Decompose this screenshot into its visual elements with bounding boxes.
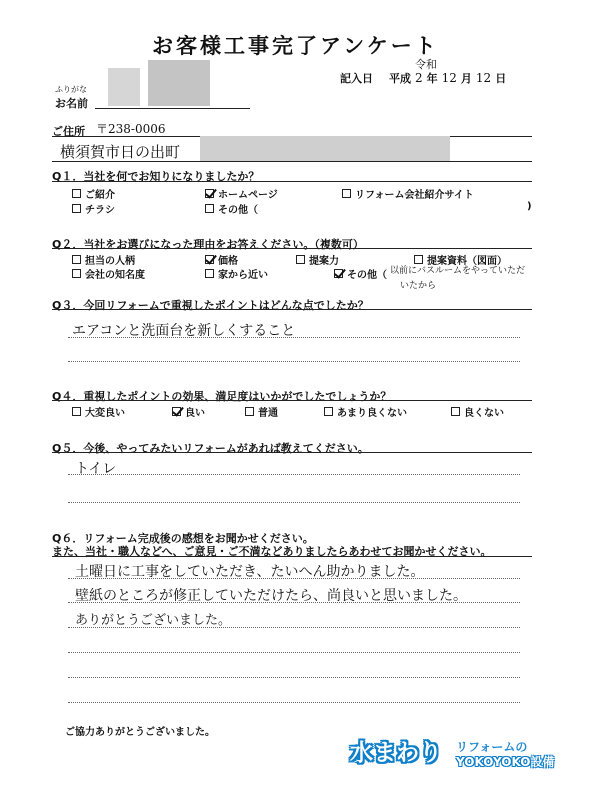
q4-heading: Q４．重視したポイントの効果、満足度はいかがでしたでしょうか？ xyxy=(52,390,392,403)
month-value: 12 xyxy=(441,71,457,85)
q1-option[interactable]: その他（ xyxy=(205,201,258,216)
redacted-name-block xyxy=(108,68,140,106)
q2-option[interactable]: 会社の知名度 xyxy=(72,266,145,281)
furigana-label: ふりがな xyxy=(55,85,87,94)
q2-option[interactable]: 提案力 xyxy=(296,252,339,267)
q2-heading: Q２．当社をお選びになった理由をお答えください。（複数可） xyxy=(52,238,364,251)
checkbox[interactable] xyxy=(296,255,305,264)
answer-line xyxy=(68,361,520,362)
logo-sub-text: リフォームの xyxy=(456,740,528,754)
q3-heading: Q３．今回リフォームで重視したポイントはどんな点でしたか？ xyxy=(52,299,369,312)
survey-title: お客様工事完了アンケート xyxy=(152,34,439,58)
date-label: 記入日 xyxy=(340,72,373,85)
checkbox[interactable] xyxy=(72,255,81,264)
q4-rule xyxy=(52,400,532,401)
checkbox[interactable] xyxy=(245,407,254,416)
q5-answer: トイレ xyxy=(75,461,117,477)
q6-subheading: また、当社・職人などへ、ご意見・ご不満などありましたらあわせてお聞かせください。 xyxy=(52,545,492,558)
q1-rule xyxy=(52,181,532,182)
company-logo xyxy=(350,734,555,774)
checkbox[interactable] xyxy=(205,204,214,213)
q2-option[interactable]: 価格 xyxy=(205,252,238,267)
answer-line xyxy=(68,627,520,628)
q4-option[interactable]: 普通 xyxy=(245,404,278,419)
checkbox[interactable] xyxy=(72,189,81,198)
q4-option[interactable]: あまり良くない xyxy=(324,404,407,419)
q1-option[interactable]: ホームページ xyxy=(205,186,278,201)
address-label: ご住所 xyxy=(52,125,85,138)
redacted-address-block xyxy=(200,136,450,162)
address-divider xyxy=(52,161,532,162)
q2-option[interactable]: その他（ xyxy=(334,266,387,281)
day-value: 12 xyxy=(475,71,492,85)
redacted-name-block xyxy=(148,60,210,106)
checkbox-checked[interactable] xyxy=(172,407,181,416)
q6-answer-line: 土曜日に工事をしていただき、たいへん助かりました。 xyxy=(75,564,425,580)
address-handwritten: 横須賀市日の出町 xyxy=(60,143,181,161)
q2-option[interactable]: 家から近い xyxy=(205,266,268,281)
day-unit: 日 xyxy=(495,72,507,85)
q2-option[interactable]: 担当の人柄 xyxy=(72,252,135,267)
checkbox[interactable] xyxy=(451,407,460,416)
logo-company-name: YOKOYOKO設備 xyxy=(456,755,555,769)
q5-rule xyxy=(52,452,532,453)
name-label: お名前 xyxy=(55,97,88,110)
answer-line xyxy=(68,702,520,703)
answer-line xyxy=(68,602,520,603)
q4-option[interactable]: 良くない xyxy=(451,404,504,419)
checkbox[interactable] xyxy=(72,204,81,213)
answer-line xyxy=(68,578,520,579)
q4-option[interactable]: 良い xyxy=(172,404,205,419)
year-value: 2 xyxy=(415,71,423,85)
q4-option[interactable]: 大変良い xyxy=(72,404,125,419)
name-underline xyxy=(95,108,250,109)
q1-close-paren: ) xyxy=(527,201,532,212)
answer-line xyxy=(68,474,520,475)
q6-answer-line: ありがとうございました。 xyxy=(75,613,232,628)
q2-other-handwritten: いたから xyxy=(400,281,437,291)
q1-heading: Q１．当社を何でお知りになりましたか？ xyxy=(52,170,260,183)
q2-rule xyxy=(52,248,532,249)
q6-rule xyxy=(52,556,532,557)
answer-line xyxy=(68,502,520,503)
checkbox-checked[interactable] xyxy=(205,189,214,198)
answer-line xyxy=(68,677,520,678)
q3-rule xyxy=(52,309,532,310)
postal-code: 〒238-0006 xyxy=(96,122,166,136)
checkbox-checked[interactable] xyxy=(334,269,343,278)
month-unit: 月 xyxy=(460,72,472,85)
q5-heading: Q５．今後、やってみたいリフォームがあれば教えてください。 xyxy=(52,442,369,455)
era-handwritten: 令和 xyxy=(415,58,437,71)
era-printed: 平成 xyxy=(389,72,411,85)
q3-answer: エアコンと洗面台を新しくすること xyxy=(72,323,296,339)
q1-option[interactable]: チラシ xyxy=(72,201,115,216)
checkbox[interactable] xyxy=(205,269,214,278)
checkbox[interactable] xyxy=(72,407,81,416)
q1-option[interactable]: リフォーム会社紹介サイト xyxy=(342,186,474,201)
q6-heading: Q６．リフォーム完成後の感想をお聞かせください。 xyxy=(52,532,314,545)
q1-option[interactable]: ご紹介 xyxy=(72,186,115,201)
q2-option[interactable]: 提案資料（図面） xyxy=(414,252,507,267)
checkbox[interactable] xyxy=(342,189,351,198)
q2-other-handwritten: 以前にバスルームをやっていただ xyxy=(390,266,526,276)
logo-main-text: 水まわり xyxy=(350,740,442,766)
thanks-text: ご協力ありがとうございました。 xyxy=(65,727,215,738)
checkbox[interactable] xyxy=(324,407,333,416)
date-row xyxy=(340,70,506,86)
q6-answer-line: 壁紙のところが修正していただけたら、尚良いと思いました。 xyxy=(75,588,467,604)
checkbox-checked[interactable] xyxy=(205,255,214,264)
answer-line xyxy=(68,337,520,338)
year-unit: 年 xyxy=(426,72,438,85)
answer-line xyxy=(68,652,520,653)
checkbox[interactable] xyxy=(72,269,81,278)
